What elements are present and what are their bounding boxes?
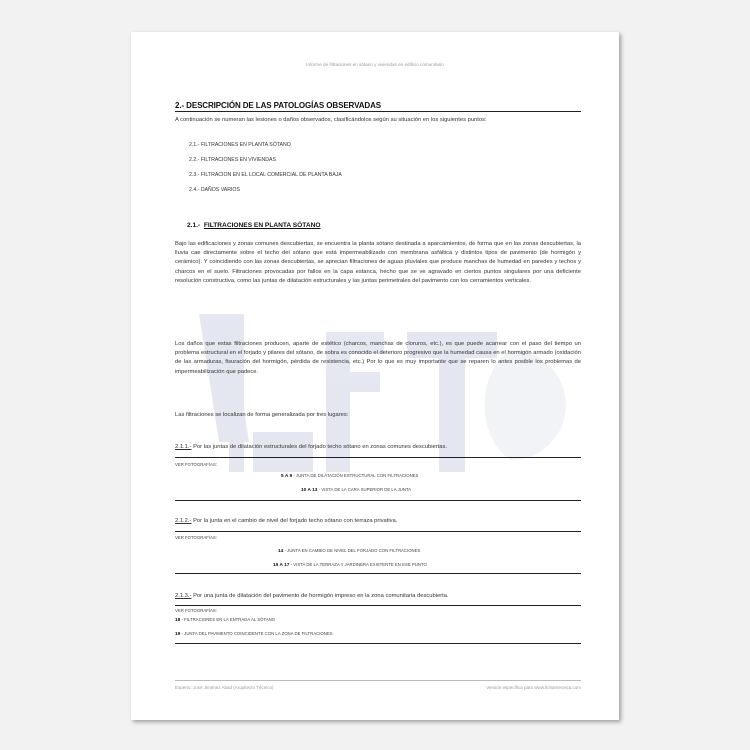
photo-ref-desc: - JUNTA DEL PAVIMENTO COINCIDENTE CON LA ZONA DE FILTRACIONES bbox=[181, 631, 333, 636]
section-title: 2.- DESCRIPCIÓN DE LAS PATOLOGÍAS OBSERVADAS bbox=[175, 101, 581, 112]
photo-ref-number: 18 bbox=[175, 618, 181, 623]
photo-ref bbox=[301, 487, 411, 493]
footer-author: Experto: José Jiménez Abad (Arquitecto Técnico) bbox=[175, 685, 274, 690]
footer-divider bbox=[175, 680, 581, 681]
item-heading bbox=[175, 593, 581, 599]
toc-item: 2.3.- FILTRACION EN EL LOCAL COMERCIAL DE PLANTA BAJA bbox=[189, 172, 342, 178]
photo-ref-number: 10 A 13 bbox=[301, 488, 318, 493]
toc-item: 2.1.- FILTRACIONES EN PLANTA SÓTANO bbox=[189, 142, 291, 148]
photo-ref-desc: - VISTA DE LA TERRAZA Y JARDINERA EXISTENTE EN ESE PUNTO bbox=[290, 562, 427, 567]
photo-ref-desc: - FILTRACIONES EN LA ENTRADA AL SÓTANO bbox=[181, 617, 276, 622]
item-text: Por una junta de dilatación del pavimento de hormigón impreso en la zona comunitaria descubierta. bbox=[193, 593, 449, 599]
photo-ref-number: 15 A 17 bbox=[273, 563, 290, 568]
toc-item: 2.4.- DAÑOS VARIOS bbox=[189, 187, 240, 193]
paragraph: Los daños que estas filtraciones producen, aparte de estético (charcos, manchas de cloruros, etc.), es que puede acarrear con el paso del tiempo un problema estructural en el forjado y pilares del sótano, de sobra es conocido el deterioro progresivo que la humedad causa en el hormigón armado (oxidación de las armaduras, fisuración del hormigón, pérdida de resistencia, etc.) Por lo que es muy importante que se reparen lo antes posible los problemas de impermeabilización que padece. bbox=[175, 341, 581, 375]
divider bbox=[175, 500, 581, 501]
photo-ref bbox=[278, 548, 420, 554]
item-heading bbox=[175, 444, 581, 450]
item-number: 2.1.3.- bbox=[175, 593, 192, 599]
photo-ref-desc: - JUNTA DE DILATACIÓN ESTRUCTURAL CON FILTRACIONES bbox=[293, 473, 419, 478]
subsection-title bbox=[187, 222, 320, 229]
photo-ref bbox=[175, 617, 275, 623]
divider bbox=[175, 643, 581, 644]
photo-ref bbox=[281, 473, 418, 479]
photo-ref bbox=[175, 631, 333, 637]
item-text: Por las juntas de dilatación estructurales del forjado techo sótano en zonas comunes descubiertas. bbox=[193, 444, 447, 450]
photo-ref-desc: - VISTA DE LA CARA SUPERIOR DE LA JUNTA bbox=[318, 487, 412, 492]
section-intro: A continuación se numeran las lesiones o daños observados, clasificándolos según su situación en los siguientes puntos: bbox=[175, 117, 487, 123]
see-photos-label: VER FOTOGRAFÍAS: bbox=[175, 462, 217, 467]
divider bbox=[175, 573, 581, 574]
divider bbox=[175, 605, 581, 606]
item-text: Por la junta en el cambio de nivel del forjado techo sótano con terraza privativa. bbox=[193, 518, 398, 524]
divider bbox=[175, 531, 581, 532]
photo-ref bbox=[273, 562, 427, 568]
photo-ref-desc: - JUNTA EN CAMBIO DE NIVEL DEL FORJADO CON FILTRACIONES bbox=[284, 548, 421, 553]
paragraph: Bajo las edificaciones y zonas comunes descubiertas, se encuentra la planta sótano destinada a aparcamientos, de forma que en las zonas descubiertas, la lluvia cae directamente sobre el techo del sótano que está impermeabilizado con membrana asfáltica y distintos tipos de pavimento (de hormigón y cerámico). Y coincidiendo con las zonas descubiertas, se aprecian filtraciones de aguas pluviales que produce manchas de humedad en paredes y techos y charcos en el suelo. Filtraciones provocadas por fallos en la capa estanca, hecho que se ve agravado en ciertos puntos singulares por una deficiente resolución constructiva, como las juntas de dilatación estructurales y las juntas perimetrales del pavimento con los cerramientos verticales. bbox=[175, 241, 581, 284]
footer-site: Versión específica para www.fichamecnica.com bbox=[486, 685, 581, 690]
toc-item: 2.2.- FILTRACIONES EN VIVIENDAS bbox=[189, 157, 276, 163]
see-photos-label: VER FOTOGRAFÍAS: bbox=[175, 608, 217, 613]
item-heading bbox=[175, 518, 581, 524]
photo-ref-number: 14 bbox=[278, 549, 284, 554]
divider bbox=[175, 457, 581, 458]
photo-ref-number: 5 A 9 bbox=[281, 474, 293, 479]
paragraph: Las filtraciones se localizan de forma generalizada por tres lugares: bbox=[175, 412, 349, 418]
subsection-number: 2.1.- bbox=[187, 222, 201, 229]
running-head: Informe de filtraciones en sótano y viviendas en edificio comunitario bbox=[306, 62, 444, 67]
item-number: 2.1.2.- bbox=[175, 518, 192, 524]
item-number: 2.1.1.- bbox=[175, 444, 192, 450]
subsection-heading: FILTRACIONES EN PLANTA SÓTANO bbox=[203, 222, 321, 229]
document-page bbox=[131, 32, 619, 720]
see-photos-label: VER FOTOGRAFÍAS: bbox=[175, 535, 217, 540]
photo-ref-number: 19 bbox=[175, 632, 181, 637]
